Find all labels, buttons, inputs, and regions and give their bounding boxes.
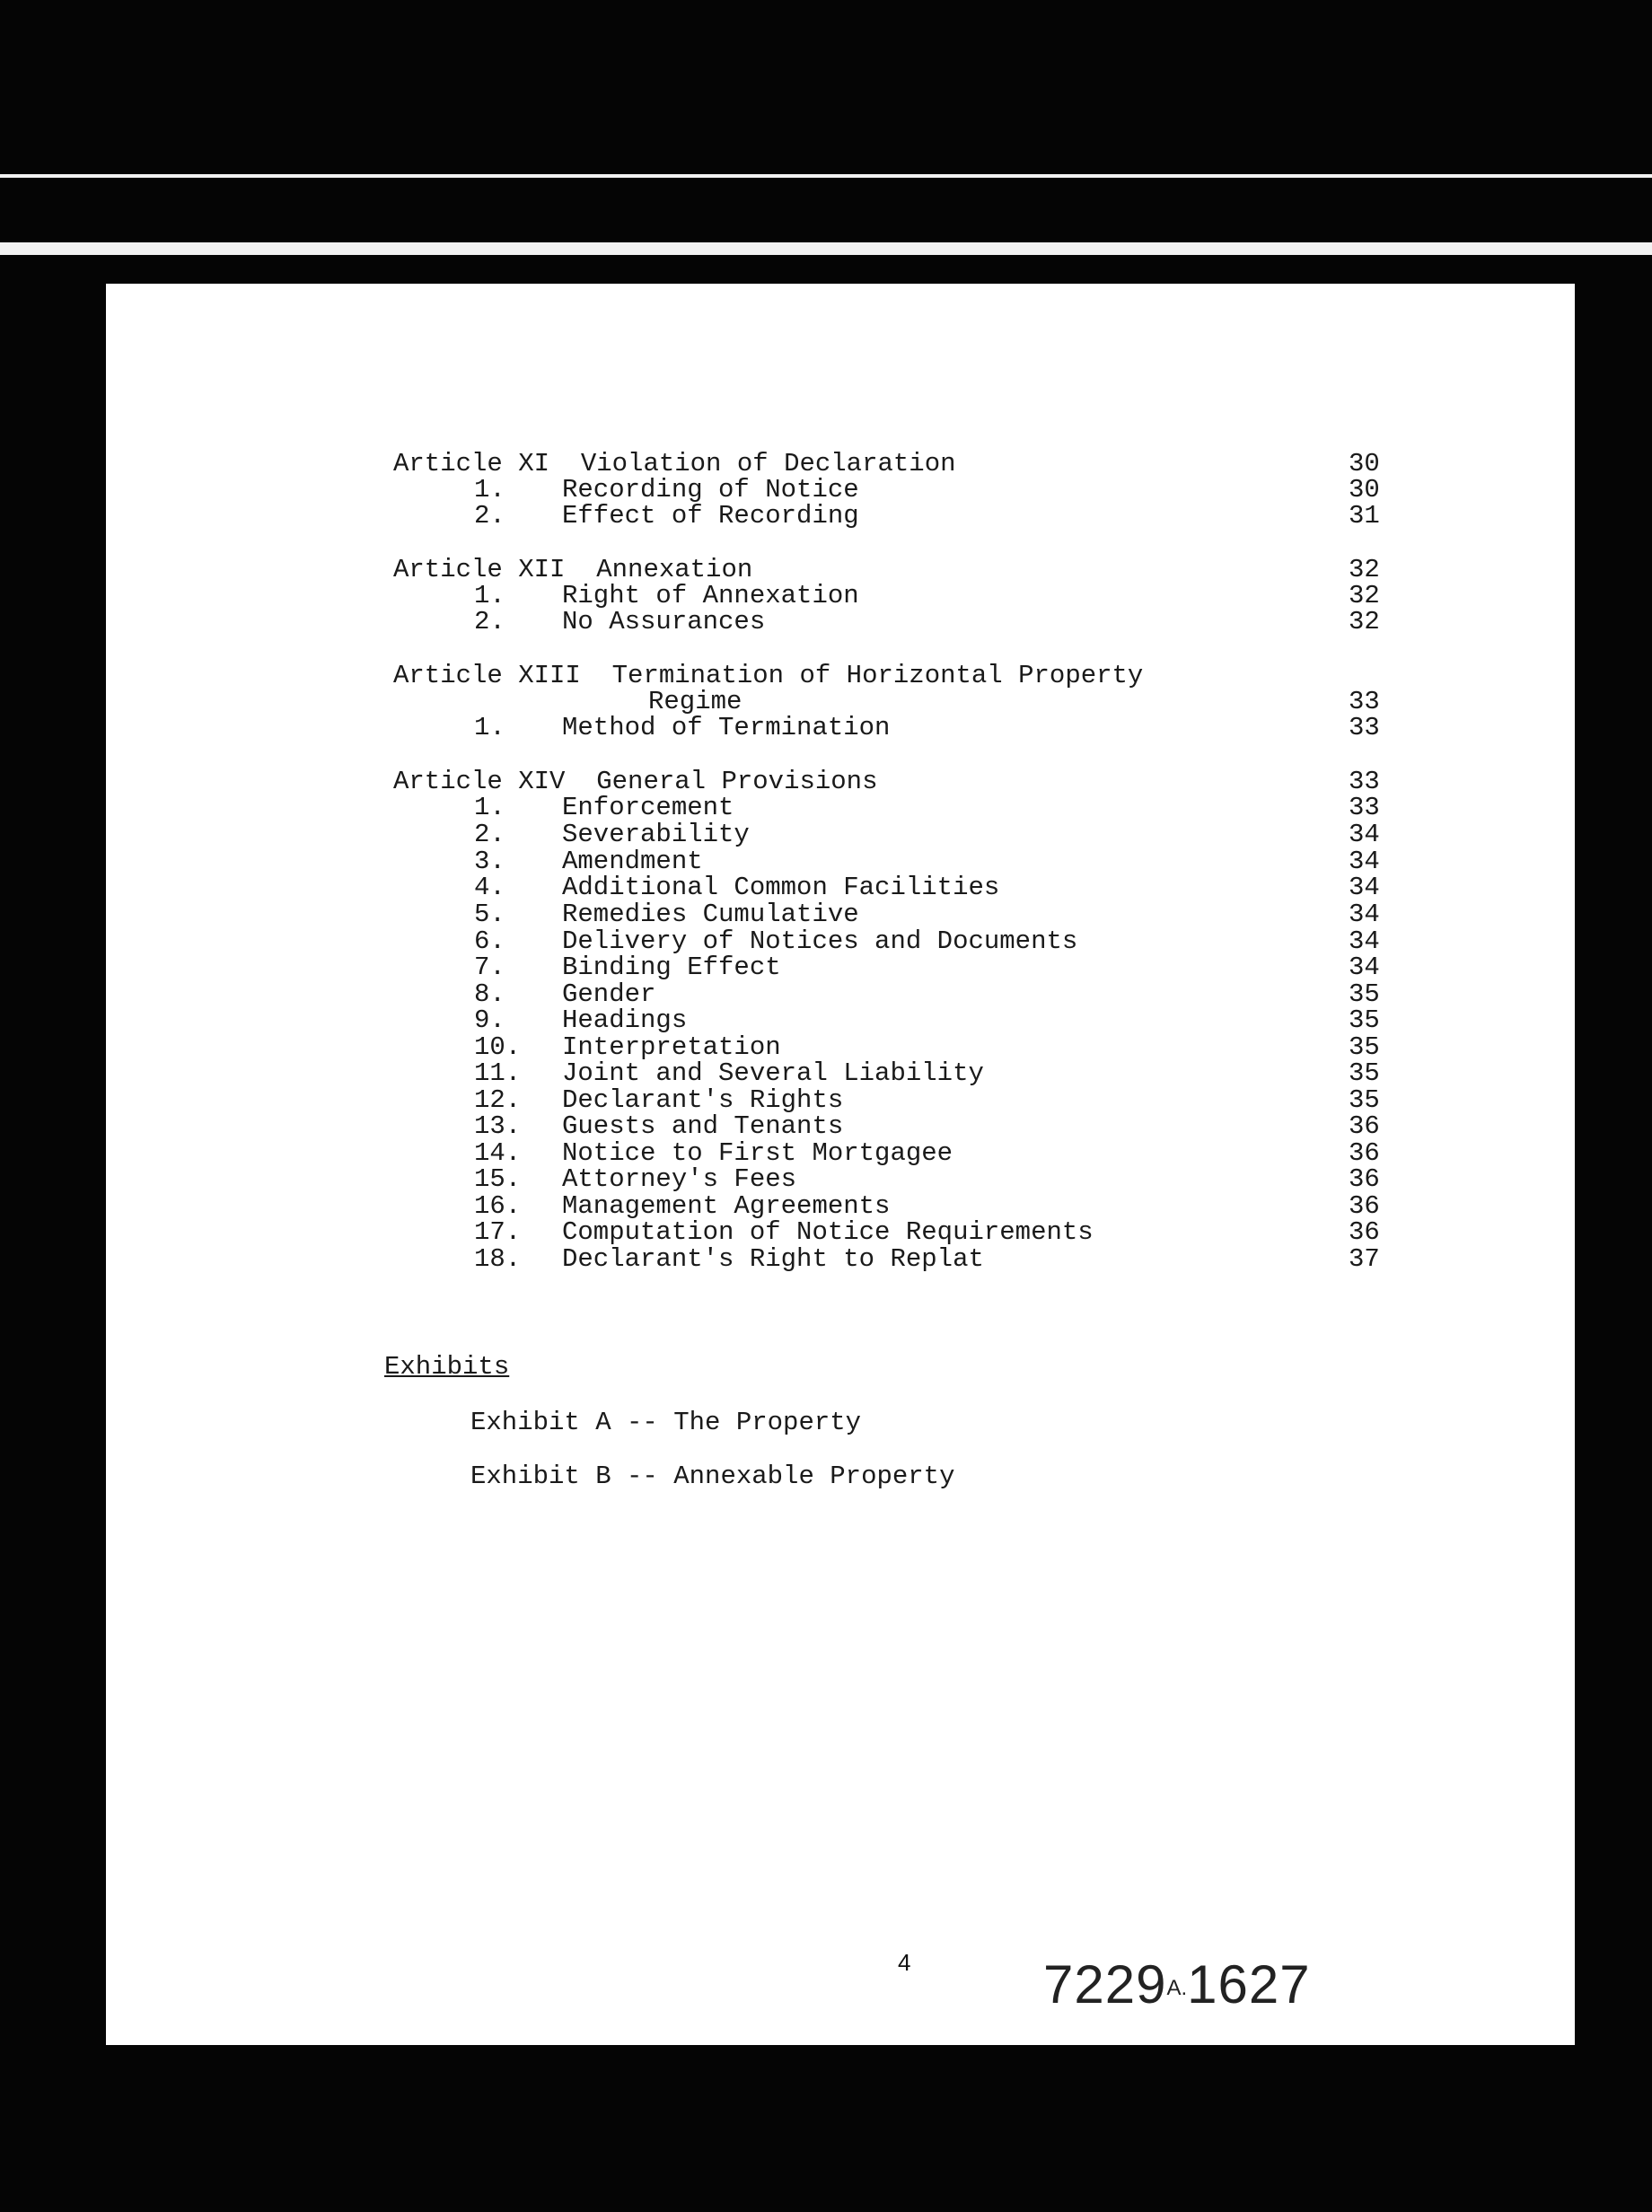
toc-entry-page: 32 — [1349, 607, 1380, 636]
toc-entry-title: Severability — [562, 820, 750, 849]
toc-entry-page: 32 — [1349, 555, 1380, 584]
toc-entry-page: 34 — [1349, 900, 1380, 929]
toc-entry-title: No Assurances — [562, 607, 766, 636]
toc-entry-number: 17. — [474, 1217, 522, 1247]
exhibit-b: Exhibit B -- Annexable Property — [470, 1462, 955, 1491]
toc-entry-page: 31 — [1349, 501, 1380, 531]
toc-entry-number: 15. — [474, 1164, 522, 1194]
toc-entry-page: 35 — [1349, 1005, 1380, 1035]
toc-entry-page: 33 — [1349, 793, 1380, 822]
toc-entry-page: 33 — [1349, 767, 1380, 796]
toc-entry-title: Notice to First Mortgagee — [562, 1138, 953, 1168]
toc-entry-title: Binding Effect — [562, 952, 781, 982]
toc-entry-number: 11. — [474, 1058, 522, 1088]
toc-entry-number: 2. — [474, 501, 505, 531]
exhibit-a: Exhibit A -- The Property — [470, 1408, 862, 1437]
toc-entry-page: 37 — [1349, 1244, 1380, 1274]
toc-entry-number: 16. — [474, 1191, 522, 1221]
toc-entry-title: Declarant's Right to Replat — [562, 1244, 984, 1274]
toc-entry-title: Article XIII Termination of Horizontal Property — [393, 661, 1144, 690]
toc-entry-page: 35 — [1349, 1085, 1380, 1115]
toc-entry-title: Enforcement — [562, 793, 734, 822]
toc-entry-page: 35 — [1349, 1058, 1380, 1088]
toc-entry-title: Additional Common Facilities — [562, 873, 1000, 902]
toc-entry-number: 14. — [474, 1138, 522, 1168]
toc-entry-page: 34 — [1349, 873, 1380, 902]
toc-entry-number: 5. — [474, 900, 505, 929]
toc-entry-page: 35 — [1349, 1032, 1380, 1062]
toc-entry-number: 10. — [474, 1032, 522, 1062]
recording-stamp — [1043, 1953, 1311, 2015]
toc-entry-number: 3. — [474, 847, 505, 876]
toc-entry-page: 30 — [1349, 475, 1380, 505]
toc-entry-number: 8. — [474, 979, 505, 1009]
toc-entry-page: 32 — [1349, 581, 1380, 610]
toc-entry-title: Article XII Annexation — [393, 555, 753, 584]
toc-entry-number: 13. — [474, 1111, 522, 1141]
toc-entry-number: 1. — [474, 475, 505, 505]
toc-entry-title: Remedies Cumulative — [562, 900, 859, 929]
toc-entry-title: Regime — [648, 687, 743, 716]
toc-entry-page: 34 — [1349, 820, 1380, 849]
toc-entry-title: Interpretation — [562, 1032, 781, 1062]
toc-entry-number: 12. — [474, 1085, 522, 1115]
toc-entry-page: 33 — [1349, 687, 1380, 716]
stamp-small: A. — [1166, 1976, 1188, 2001]
toc-entry-page: 36 — [1349, 1164, 1380, 1194]
top-band — [0, 242, 1652, 255]
toc-entry-number: 4. — [474, 873, 505, 902]
toc-entry-title: Delivery of Notices and Documents — [562, 926, 1078, 956]
toc-entry-page: 33 — [1349, 713, 1380, 742]
stamp-main: 7229 — [1043, 1954, 1167, 2014]
toc-entry-title: Computation of Notice Requirements — [562, 1217, 1094, 1247]
toc-entry-number: 7. — [474, 952, 505, 982]
toc-entry-page: 34 — [1349, 847, 1380, 876]
toc-entry-number: 2. — [474, 820, 505, 849]
toc-entry-page: 35 — [1349, 979, 1380, 1009]
document-page — [106, 284, 1575, 2045]
toc-entry-page: 30 — [1349, 449, 1380, 478]
toc-entry-title: Declarant's Rights — [562, 1085, 844, 1115]
toc-entry-title: Method of Termination — [562, 713, 891, 742]
top-rule — [0, 174, 1652, 178]
exhibits-heading: Exhibits — [384, 1352, 510, 1382]
toc-entry-page: 36 — [1349, 1191, 1380, 1221]
toc-entry-title: Right of Annexation — [562, 581, 859, 610]
toc-entry-title: Amendment — [562, 847, 703, 876]
toc-entry-number: 1. — [474, 793, 505, 822]
toc-entry-number: 2. — [474, 607, 505, 636]
toc-entry-title: Guests and Tenants — [562, 1111, 844, 1141]
toc-entry-title: Gender — [562, 979, 656, 1009]
stamp-tail: 1627 — [1187, 1954, 1311, 2014]
toc-entry-number: 1. — [474, 581, 505, 610]
toc-entry-page: 36 — [1349, 1138, 1380, 1168]
toc-entry-title: Recording of Notice — [562, 475, 859, 505]
toc-entry-page: 36 — [1349, 1111, 1380, 1141]
toc-entry-title: Article XI Violation of Declaration — [393, 449, 956, 478]
toc-entry-number: 18. — [474, 1244, 522, 1274]
toc-entry-page: 36 — [1349, 1217, 1380, 1247]
toc-entry-number: 6. — [474, 926, 505, 956]
toc-entry-title: Attorney's Fees — [562, 1164, 797, 1194]
page-number: 4 — [898, 1949, 911, 1976]
toc-entry-number: 1. — [474, 713, 505, 742]
toc-entry-title: Article XIV General Provisions — [393, 767, 878, 796]
toc-entry-title: Joint and Several Liability — [562, 1058, 984, 1088]
toc-entry-title: Management Agreements — [562, 1191, 891, 1221]
toc-entry-page: 34 — [1349, 952, 1380, 982]
toc-entry-number: 9. — [474, 1005, 505, 1035]
toc-entry-page: 34 — [1349, 926, 1380, 956]
toc-entry-title: Effect of Recording — [562, 501, 859, 531]
toc-entry-title: Headings — [562, 1005, 688, 1035]
